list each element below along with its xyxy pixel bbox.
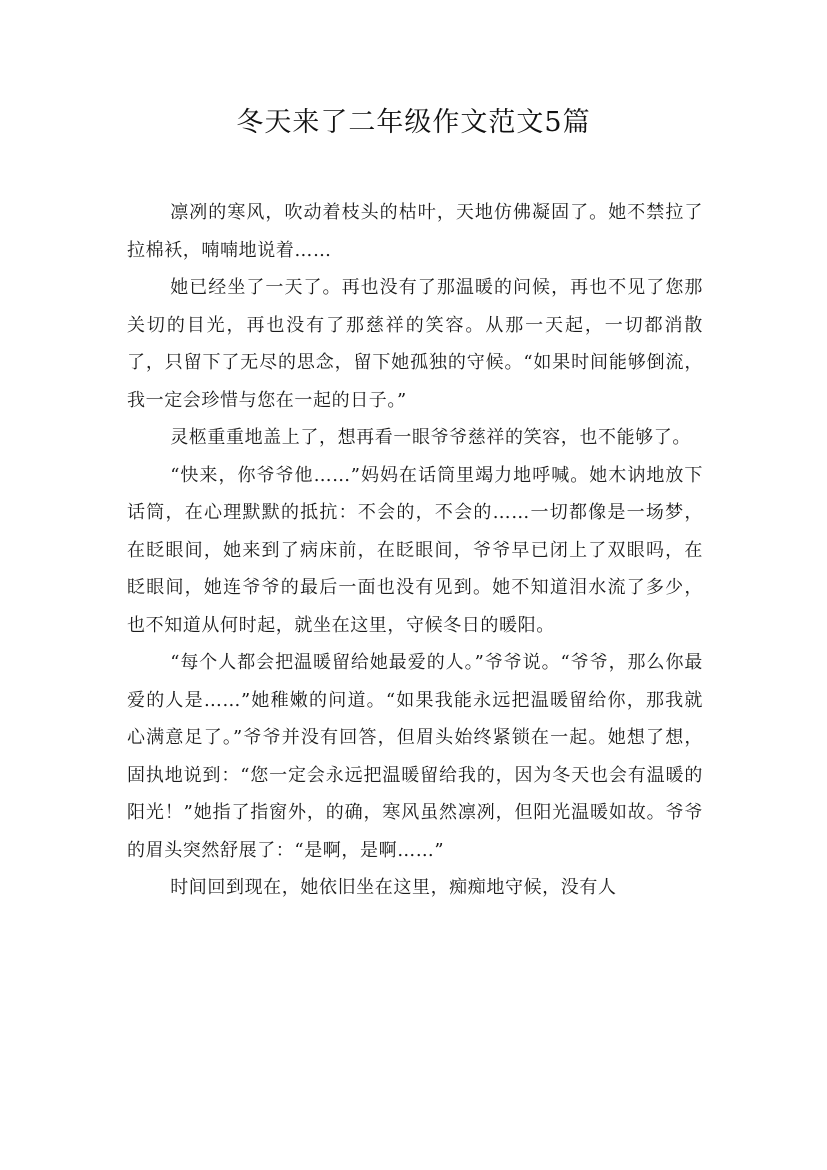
paragraph: 时间回到现在，她依旧坐在这里，痴痴地守候，没有人 [170,877,617,898]
paragraph: 凛冽的寒风，吹动着枝头的枯叶，天地仿佛凝固了。她不禁拉了拉棉袄，喃喃地说着…… [127,202,703,261]
document-body [127,194,703,907]
paragraph: “每个人都会把温暖留给她最爱的人。”爷爷说。“爷爷，那么你最爱的人是……”她稚嫩的问道。“如果我能永远把温暖留给你，那我就心满意足了。”爷爷并没有回答，但眉头始终紧锁在一起。她想了想，固执地说到：“您一定会永远把温暖留给我的，因为冬天也会有温暖的阳光！”她指了指窗外，的确，寒风虽然凛冽，但阳光温暖如故。爷爷的眉头突然舒展了：“是啊，是啊……” [127,652,703,861]
paragraph: 灵柩重重地盖上了，想再看一眼爷爷慈祥的笑容，也不能够了。 [170,427,691,448]
paragraph: “快来，你爷爷他……”妈妈在话筒里竭力地呼喊。她木讷地放下话筒，在心理默默的抵抗：不会的，不会的……一切都像是一场梦，在眨眼间，她来到了病床前，在眨眼间，爷爷早已闭上了双眼吗，在眨眼间，她连爷爷的最后一面也没有见到。她不知道泪水流了多少，也不知道从何时起，就坐在这里，守候冬日的暖阳。 [127,464,703,636]
document-title: 冬天来了二年级作文范文5篇 [236,107,591,138]
paragraph: 她已经坐了一天了。再也没有了那温暖的问候，再也不见了您那关切的目光，再也没有了那慈祥的笑容。从那一天起，一切都消散了，只留下了无尽的思念，留下她孤独的守候。“如果时间能够倒流，我一定会珍惜与您在一起的日子。” [127,277,703,411]
